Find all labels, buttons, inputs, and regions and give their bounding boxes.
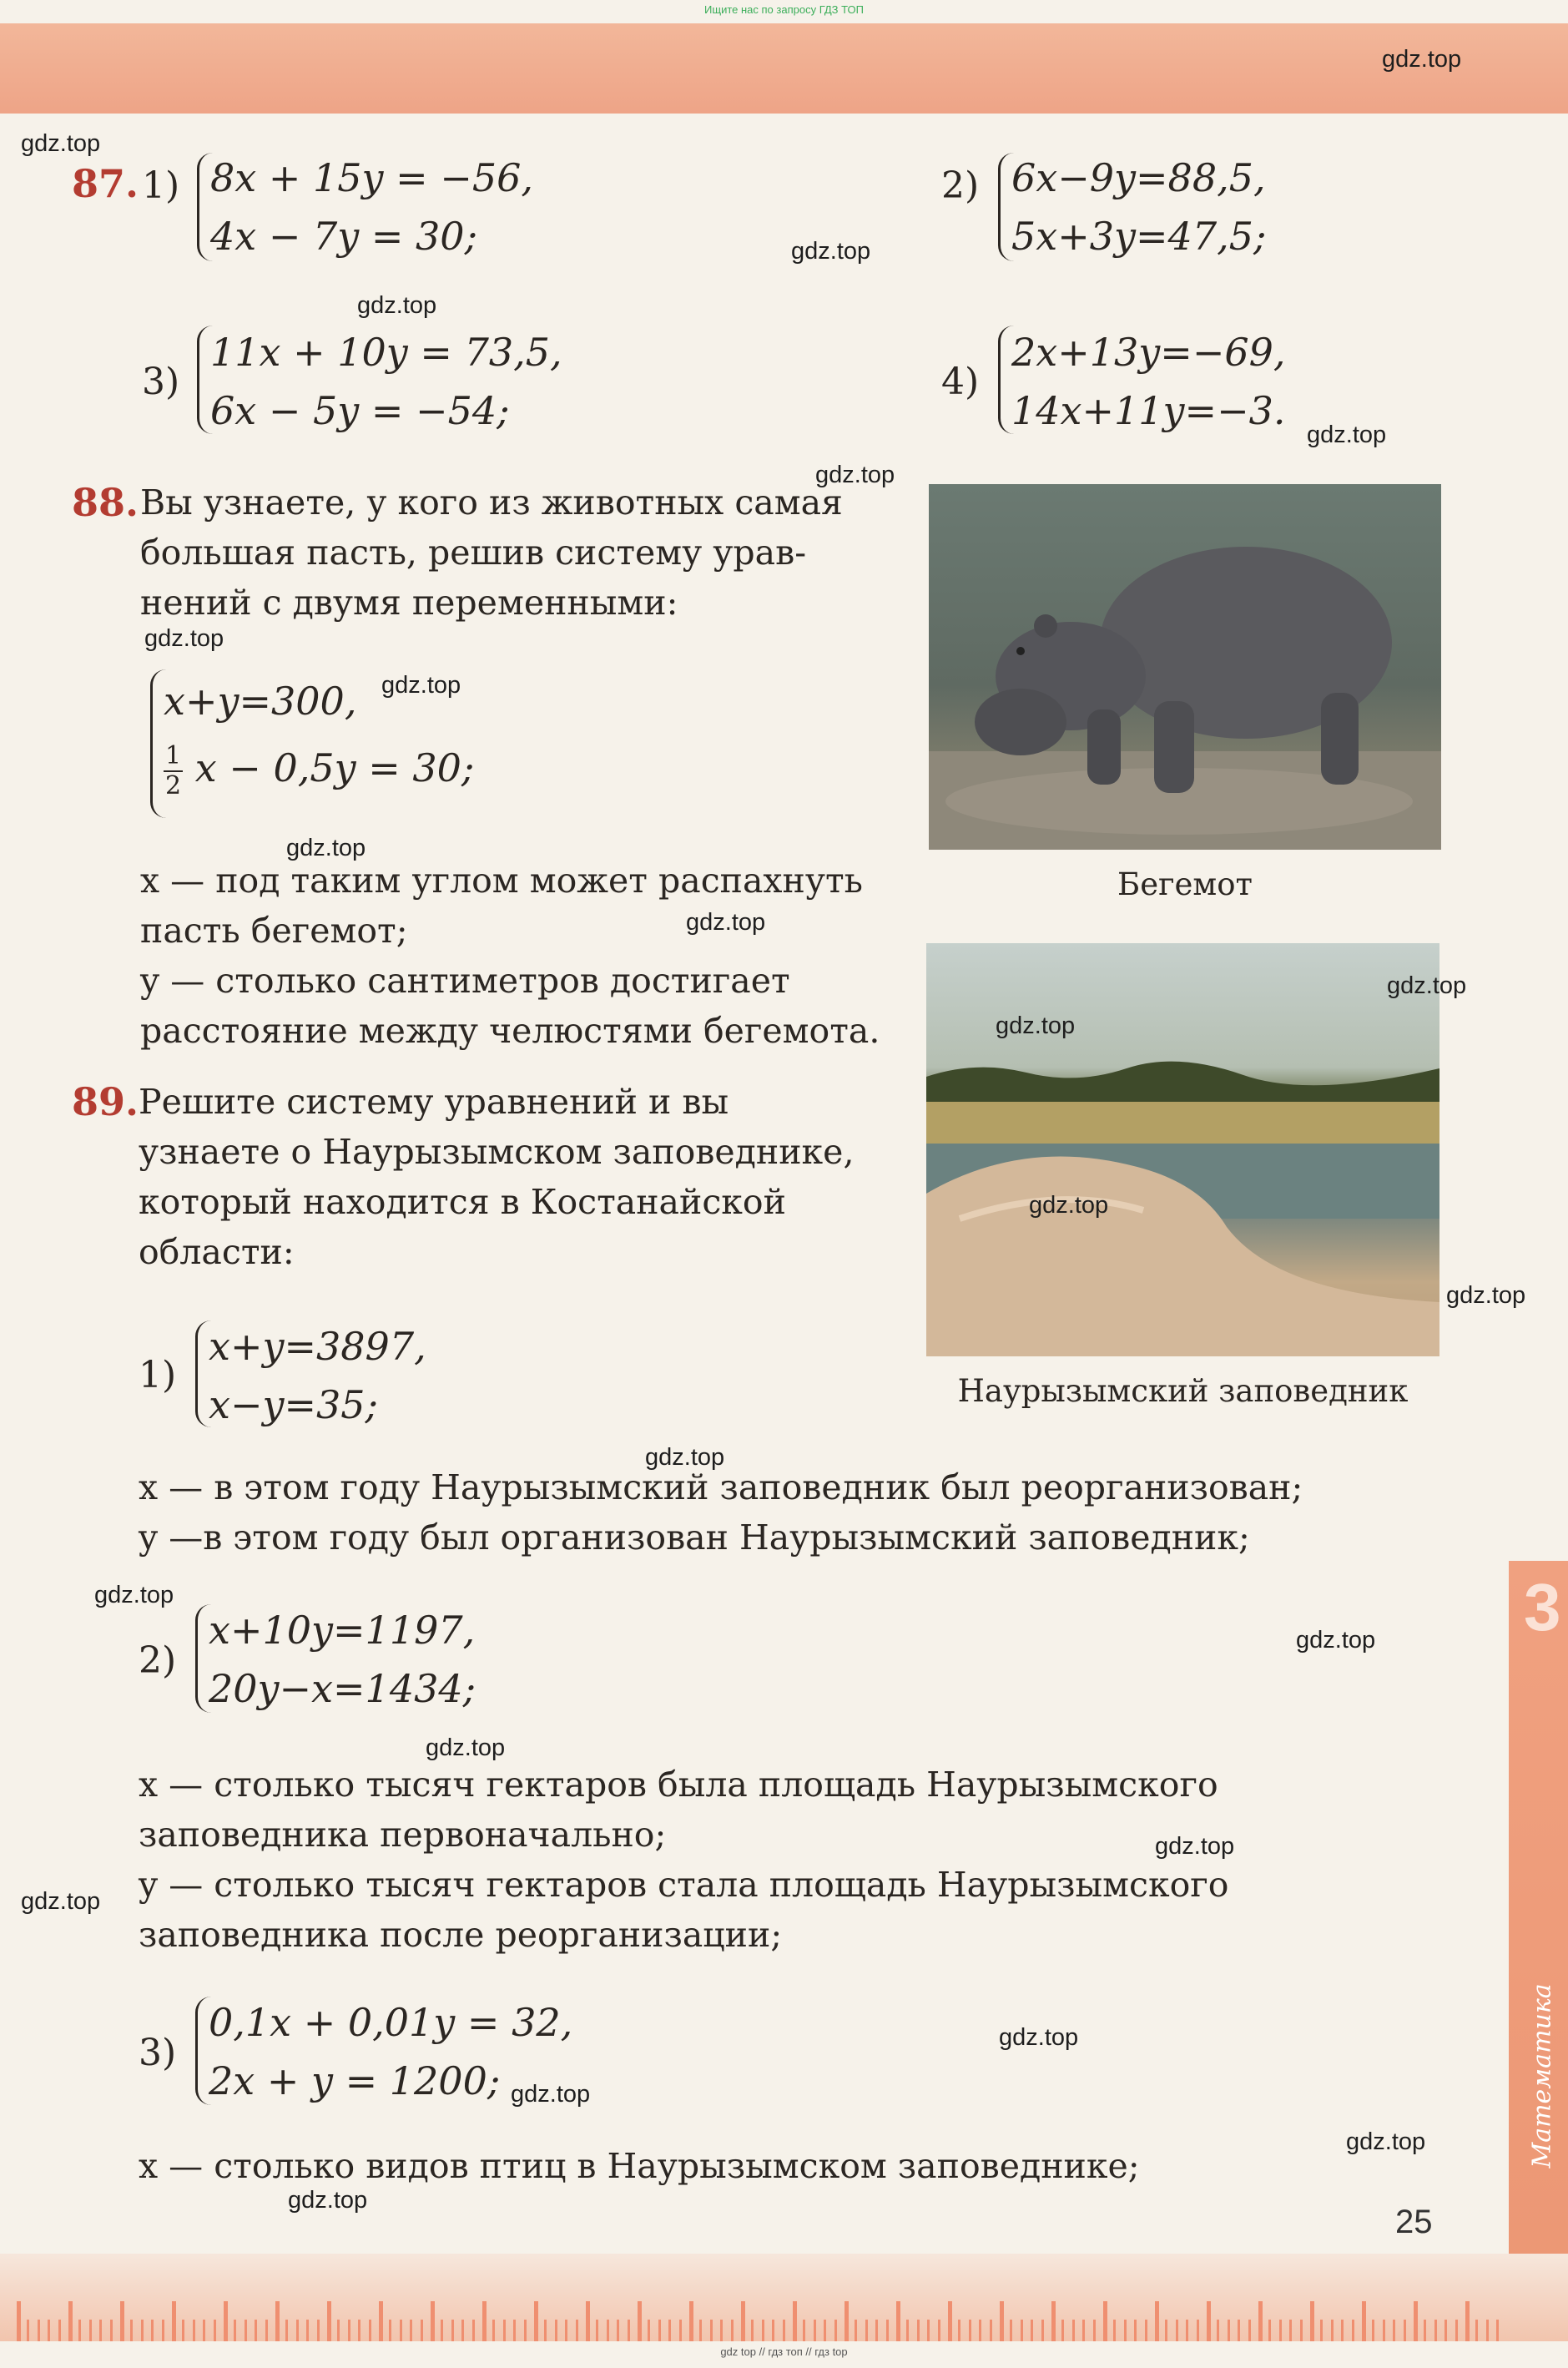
ruler-tick [441, 2320, 443, 2341]
system-87-2 [1011, 149, 1266, 265]
ruler-tick [193, 2320, 195, 2341]
chapter-side-tab [1509, 1561, 1568, 2304]
ruler-tick [834, 2320, 837, 2341]
ruler-tick [658, 2320, 661, 2341]
ruler-tick [596, 2320, 598, 2341]
page-number: 25 [1395, 2204, 1433, 2240]
subject-label: Математика [1527, 1983, 1557, 2169]
text-line: нений с двумя переменными: [140, 583, 678, 623]
ruler-tick [141, 2320, 144, 2341]
ruler-tick [296, 2320, 299, 2341]
ruler-tick [751, 2320, 754, 2341]
text-line: y — столько тысяч гектаров стала площадь Наурызымского [139, 1865, 1229, 1905]
watermark: gdz.top [815, 462, 895, 488]
numerator: 1 [165, 741, 182, 770]
ruler-tick [927, 2320, 930, 2341]
reserve-caption: Наурызымский заповедник [957, 1373, 1409, 1409]
ruler-tick [306, 2320, 309, 2341]
ruler-tick [668, 2320, 671, 2341]
equation: x+y=3897, [209, 1324, 426, 1369]
ruler-tick [275, 2301, 280, 2341]
text-line: расстояние между челюстями бегемота. [140, 1011, 880, 1051]
exercise-89-number: 89. [72, 1079, 139, 1124]
system-89-2-notes [139, 1760, 1228, 1960]
ruler-tick [265, 2320, 268, 2341]
ruler-tick [513, 2320, 516, 2341]
ruler-tick [1289, 2320, 1292, 2341]
watermark: gdz.top [1307, 422, 1387, 448]
ruler-tick [1021, 2320, 1023, 2341]
ruler-tick [1279, 2320, 1282, 2341]
text-line: Вы узнаете, у кого из животных самая [140, 482, 843, 523]
watermark: gdz.top [1382, 46, 1462, 73]
ruler-tick [617, 2320, 619, 2341]
watermark: gdz.top [288, 2187, 368, 2214]
ruler-tick [48, 2320, 50, 2341]
ruler-tick [741, 2301, 745, 2341]
ruler-strip [0, 2254, 1568, 2341]
ruler-tick [1434, 2320, 1437, 2341]
ruler-tick [1475, 2320, 1478, 2341]
equation: 20y−x=1434; [209, 1666, 476, 1711]
ruler-tick [1176, 2320, 1178, 2341]
equation: 2x + y = 1200; [209, 2058, 501, 2103]
watermark: gdz.top [999, 2024, 1079, 2051]
ruler-tick [1093, 2320, 1096, 2341]
equation: 4x − 7y = 30; [210, 214, 478, 259]
ruler-tick [255, 2320, 257, 2341]
ruler-tick [1372, 2320, 1374, 2341]
equation: x+y=300, [164, 679, 357, 724]
ruler-tick [607, 2320, 609, 2341]
text-line: y — столько сантиметров достигает [140, 961, 790, 1001]
ruler-tick [358, 2320, 360, 2341]
text-line: области: [139, 1232, 295, 1272]
ruler-tick [379, 2301, 383, 2341]
ruler-tick [1465, 2301, 1470, 2341]
ruler-tick [762, 2320, 764, 2341]
ruler-tick [1496, 2320, 1499, 2341]
reserve-photo [926, 943, 1439, 1356]
ruler-tick [389, 2320, 391, 2341]
text-line: который находится в Костанайской [139, 1182, 786, 1222]
reserve-illustration [926, 943, 1439, 1356]
equation: x+10y=1197, [209, 1608, 476, 1653]
equation: 14x+11y=−3. [1011, 388, 1286, 433]
ruler-tick [1000, 2301, 1004, 2341]
ruler-tick [317, 2320, 320, 2341]
equation-rest: x − 0,5y = 30; [194, 745, 475, 790]
ruler-tick [979, 2320, 981, 2341]
ruler-tick [648, 2320, 650, 2341]
ruler-tick [1455, 2320, 1458, 2341]
ruler-tick [1103, 2301, 1107, 2341]
ruler-tick [1155, 2301, 1159, 2341]
ruler-tick [1486, 2320, 1489, 2341]
ruler-tick [824, 2320, 826, 2341]
exercise-88-intro [140, 477, 843, 628]
ruler-tick [234, 2320, 236, 2341]
ruler-tick [699, 2320, 702, 2341]
equation: x−y=35; [209, 1382, 379, 1427]
system-87-3-label: 3) [142, 361, 180, 403]
ruler-tick [628, 2320, 630, 2341]
watermark: gdz.top [94, 1582, 174, 1608]
ruler-tick [1310, 2301, 1314, 2341]
watermark: gdz.top [1446, 1282, 1526, 1309]
ruler-tick [969, 2320, 971, 2341]
ruler-tick [772, 2320, 774, 2341]
watermark: gdz.top [1387, 972, 1467, 999]
text-line: x — в этом году Наурызымский заповедник был реорганизован; [139, 1467, 1303, 1507]
ruler-tick [1352, 2320, 1354, 2341]
ruler-tick [130, 2320, 133, 2341]
ruler-tick [1404, 2320, 1406, 2341]
watermark: gdz.top [426, 1734, 506, 1761]
watermark: gdz.top [21, 1888, 101, 1915]
ruler-tick [1051, 2301, 1056, 2341]
header-band [0, 23, 1568, 114]
hippo-photo [929, 484, 1441, 850]
equation: 8x + 15y = −56, [210, 155, 534, 200]
text-line: заповедника после реорганизации; [139, 1915, 783, 1955]
system-87-1-label: 1) [142, 164, 180, 207]
system-87-4 [1011, 323, 1286, 440]
ruler-tick [421, 2320, 423, 2341]
ruler-tick [151, 2320, 154, 2341]
ruler-tick [1113, 2320, 1116, 2341]
ruler-tick [1300, 2320, 1303, 2341]
ruler-tick [1197, 2320, 1199, 2341]
exercise-88-notes [140, 856, 880, 1056]
system-89-3-notes [139, 2141, 1140, 2191]
ruler-tick [431, 2301, 435, 2341]
ruler-tick [99, 2320, 102, 2341]
equation: 6x−9y=88,5, [1011, 155, 1266, 200]
ruler-tick [783, 2320, 785, 2341]
ruler-tick [410, 2320, 412, 2341]
ruler-tick [886, 2320, 889, 2341]
chapter-number: 3 [1524, 1570, 1561, 1644]
ruler-tick [576, 2320, 578, 2341]
ruler-tick [1165, 2320, 1167, 2341]
equation: 5x+3y=47,5; [1011, 214, 1267, 259]
text-line: x — под таким углом может распахнуть [140, 861, 864, 901]
text-line: узнаете о Наурызымском заповеднике, [139, 1132, 855, 1172]
ruler-tick [285, 2320, 288, 2341]
ruler-tick [1341, 2320, 1344, 2341]
ruler-tick [1124, 2320, 1127, 2341]
ruler-tick [1186, 2320, 1188, 2341]
ruler-tick [472, 2320, 475, 2341]
ruler-tick [245, 2320, 247, 2341]
denominator: 2 [165, 771, 182, 800]
watermark: gdz.top [686, 909, 766, 936]
watermark: gdz.top [511, 2081, 591, 2108]
ruler-tick [720, 2320, 723, 2341]
ruler-tick [1248, 2320, 1251, 2341]
ruler-tick [1320, 2320, 1323, 2341]
ruler-tick [875, 2320, 878, 2341]
ruler-tick [1145, 2320, 1147, 2341]
ruler-tick [1424, 2320, 1426, 2341]
ruler-tick [214, 2320, 216, 2341]
ruler-tick [400, 2320, 402, 2341]
ruler-tick [948, 2301, 952, 2341]
ruler-tick [793, 2301, 797, 2341]
ruler-tick [1268, 2320, 1271, 2341]
text-line: пасть бегемот; [140, 911, 408, 951]
watermark: gdz.top [381, 672, 461, 699]
ruler-tick [369, 2320, 371, 2341]
equation: 6x − 5y = −54; [210, 388, 510, 433]
system-89-2-label: 2) [139, 1639, 177, 1682]
exercise-89-intro [139, 1077, 854, 1277]
ruler-tick [461, 2320, 464, 2341]
system-87-3 [210, 323, 562, 440]
ruler-tick [327, 2301, 331, 2341]
ruler-tick [78, 2320, 81, 2341]
watermark: gdz.top [1155, 1833, 1235, 1860]
ruler-tick [503, 2320, 506, 2341]
system-89-3-label: 3) [139, 2032, 177, 2074]
ruler-tick [203, 2320, 205, 2341]
watermark: gdz.top [286, 835, 366, 861]
ruler-tick [1010, 2320, 1012, 2341]
ruler-tick [731, 2320, 734, 2341]
ruler-tick [1207, 2301, 1211, 2341]
system-89-1-label: 1) [139, 1354, 177, 1396]
ruler-tick [917, 2320, 920, 2341]
watermark: gdz.top [645, 1444, 725, 1471]
ruler-tick [1041, 2320, 1044, 2341]
ruler-tick [1383, 2320, 1385, 2341]
equation: 2x+13y=−69, [1011, 330, 1286, 375]
ruler-tick [1362, 2301, 1366, 2341]
ruler-tick [1444, 2320, 1447, 2341]
ruler-tick [68, 2301, 73, 2341]
watermark: gdz.top [144, 625, 224, 652]
ruler-tick [38, 2320, 40, 2341]
ruler-tick [896, 2301, 900, 2341]
ruler-tick [58, 2320, 61, 2341]
ruler-tick [1134, 2320, 1137, 2341]
ruler-tick [1031, 2320, 1033, 2341]
system-87-2-label: 2) [941, 164, 980, 207]
system-87-4-label: 4) [941, 361, 980, 403]
ruler-tick [492, 2320, 495, 2341]
hippo-caption: Бегемот [1117, 866, 1253, 902]
ruler-tick [845, 2301, 849, 2341]
ruler-tick [1258, 2301, 1263, 2341]
ruler-tick [337, 2320, 340, 2341]
equation [164, 735, 474, 801]
text-line: Решите систему уравнений и вы [139, 1082, 729, 1122]
top-note: Ищите нас по запросу ГДЗ ТОП [704, 3, 864, 16]
watermark: gdz.top [21, 130, 101, 157]
text-line: y —в этом году был организован Наурызымский заповедник; [139, 1517, 1250, 1558]
ruler-tick [710, 2320, 713, 2341]
ruler-tick [348, 2320, 350, 2341]
ruler-tick [482, 2301, 487, 2341]
ruler-tick [906, 2320, 909, 2341]
ruler-tick [89, 2320, 92, 2341]
ruler-tick [638, 2301, 642, 2341]
system-89-1 [209, 1317, 426, 1434]
equation: 11x + 10y = 73,5, [210, 330, 562, 375]
ruler-tick [689, 2301, 693, 2341]
watermark: gdz.top [357, 292, 437, 319]
ruler-tick [1072, 2320, 1075, 2341]
ruler-tick [1331, 2320, 1334, 2341]
exercise-87-number: 87. [72, 161, 139, 206]
ruler-tick [27, 2320, 29, 2341]
ruler-tick [524, 2320, 527, 2341]
exercise-88-number: 88. [72, 480, 139, 525]
ruler-tick [865, 2320, 868, 2341]
ruler-tick [110, 2320, 113, 2341]
ruler-tick [1217, 2320, 1219, 2341]
watermark: gdz.top [1029, 1192, 1109, 1219]
watermark: gdz.top [791, 238, 871, 265]
ruler-tick [1082, 2320, 1085, 2341]
ruler-tick [1238, 2320, 1240, 2341]
ruler-tick [855, 2320, 857, 2341]
ruler-tick [162, 2320, 164, 2341]
system-89-1-notes [139, 1462, 1303, 1563]
ruler-tick [803, 2320, 805, 2341]
text-line: большая пасть, решив систему урав- [140, 533, 807, 573]
ruler-tick [120, 2301, 124, 2341]
ruler-tick [990, 2320, 992, 2341]
equation: 0,1x + 0,01y = 32, [209, 2000, 573, 2045]
bottom-note: gdz top // гдз топ // гдз top [720, 2345, 848, 2358]
ruler-tick [1393, 2320, 1395, 2341]
ruler-tick [555, 2320, 557, 2341]
ruler-tick [451, 2320, 454, 2341]
system-89-2 [209, 1601, 476, 1718]
text-line: x — столько тысяч гектаров была площадь Наурызымского [139, 1765, 1218, 1805]
ruler-tick [182, 2320, 184, 2341]
ruler-tick [1228, 2320, 1230, 2341]
ruler-tick [1414, 2301, 1418, 2341]
ruler-tick [172, 2301, 176, 2341]
ruler-tick [679, 2320, 682, 2341]
ruler-tick [938, 2320, 940, 2341]
ruler-tick [17, 2301, 21, 2341]
ruler-tick [565, 2320, 567, 2341]
ruler-tick [534, 2301, 538, 2341]
ruler-tick [224, 2301, 228, 2341]
hippo-illustration [929, 484, 1441, 850]
watermark: gdz.top [1296, 1627, 1376, 1654]
system-87-1 [210, 149, 533, 265]
watermark: gdz.top [996, 1012, 1076, 1039]
ruler-tick [1061, 2320, 1064, 2341]
text-line: заповедника первоначально; [139, 1815, 667, 1855]
fraction [164, 742, 183, 800]
text-line: x — столько видов птиц в Наурызымском заповеднике; [139, 2146, 1140, 2186]
ruler-tick [814, 2320, 816, 2341]
ruler-tick [586, 2301, 590, 2341]
watermark: gdz.top [1346, 2128, 1426, 2155]
ruler-tick [958, 2320, 960, 2341]
ruler-tick [544, 2320, 547, 2341]
